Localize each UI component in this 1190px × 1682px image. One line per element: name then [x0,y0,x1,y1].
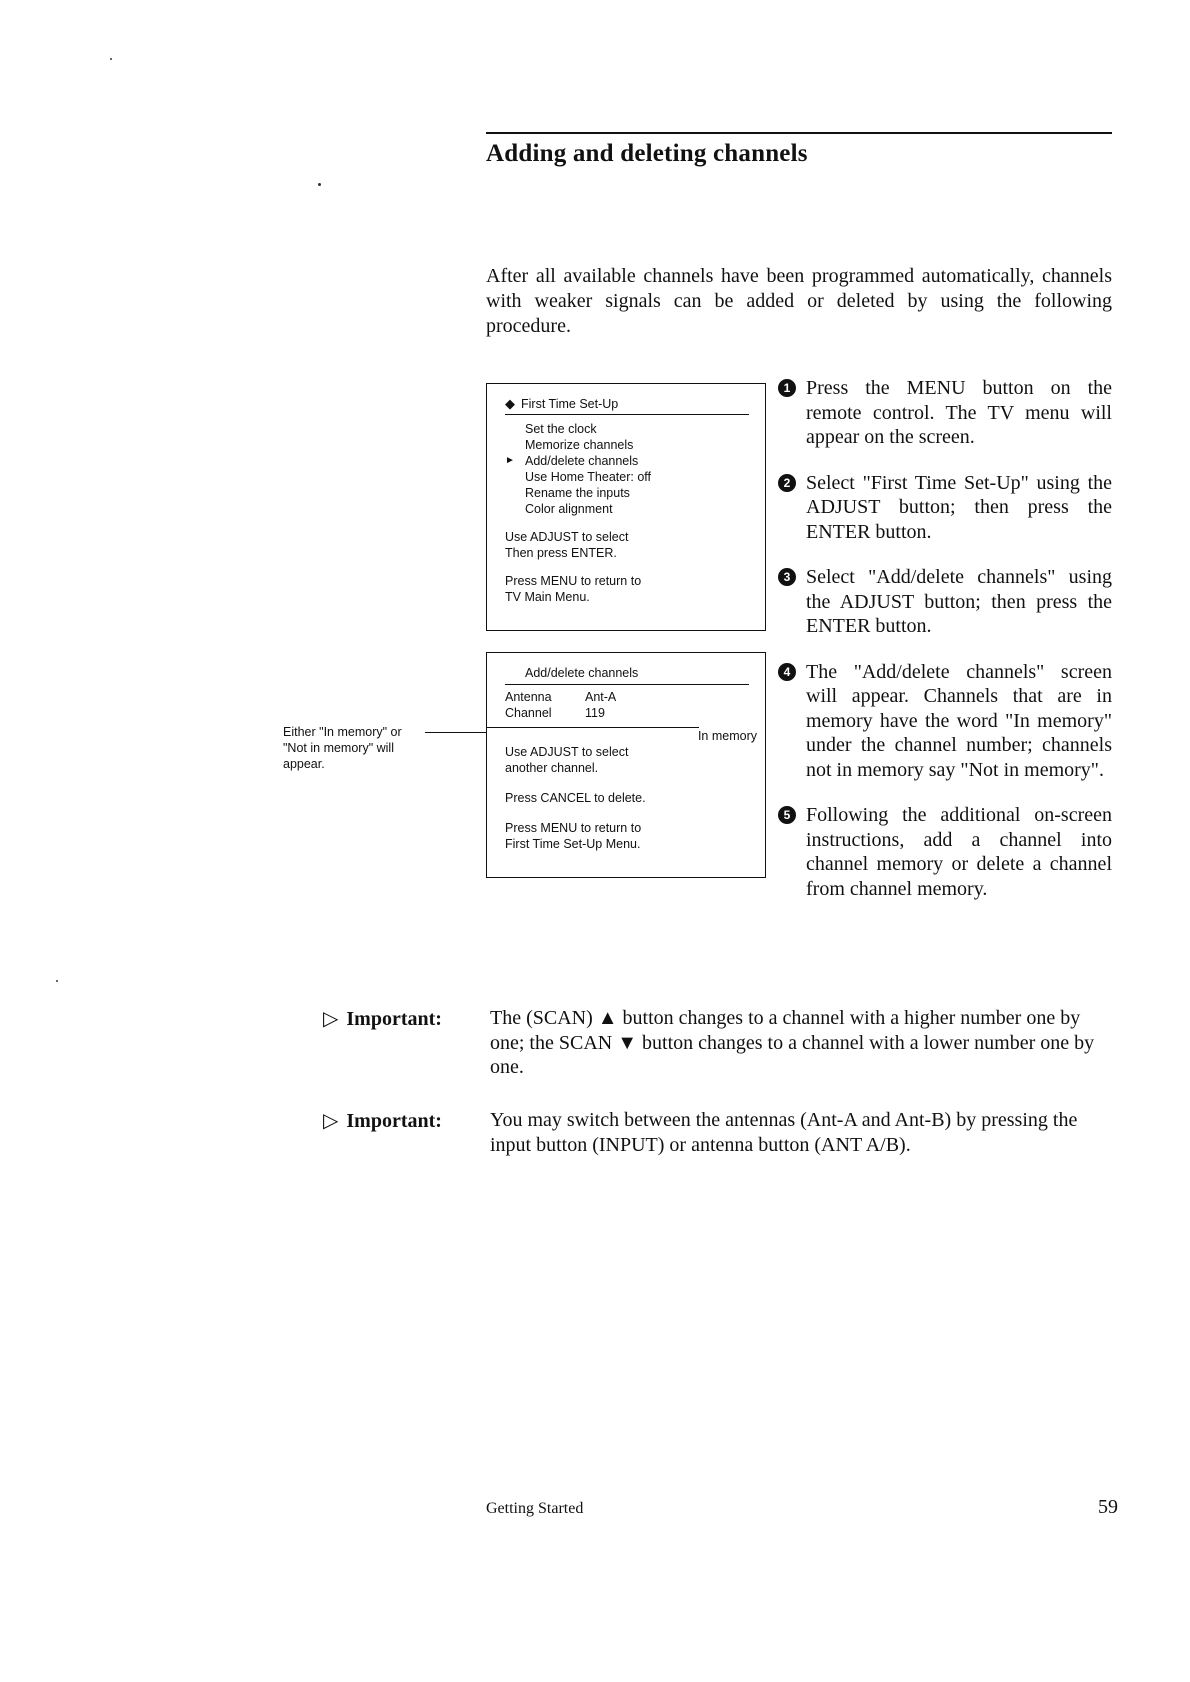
triangle-right-icon: ▷ [323,1008,339,1030]
step-text: Following the additional on-screen instructions, add a channel into channel memory or delete a channel from channel memory. [806,804,1112,900]
channel-value: 119 [585,706,605,720]
step-item [778,803,1112,901]
menu-item-color-alignment: Color alignment [525,502,613,516]
step-number: 3 [778,568,796,586]
channel-label: Channel [505,706,552,720]
first-time-setup-screen [486,383,766,631]
scan-speck [110,58,112,60]
menu-header-label: First Time Set-Up [521,397,619,411]
scan-speck [56,980,58,982]
instruction-line: Use ADJUST to select [505,530,629,544]
menu-item-add-delete-channels [505,453,749,469]
add-instruction-return [505,820,749,852]
callout-line: Either "In memory" or [283,725,402,739]
instruction-line: Press MENU to return to [505,574,642,588]
instruction-line: Then press ENTER. [505,546,617,560]
antenna-row [505,689,749,705]
instruction-line: another channel. [505,761,599,775]
triangle-right-icon: ▷ [323,1110,339,1132]
step-text: Select "First Time Set-Up" using the ADJUST button; then press the ENTER button. [806,471,1112,543]
callout-line: appear. [283,757,325,771]
page-number: 59 [1098,1496,1118,1518]
step-item [778,471,1112,545]
callout-leader-line [425,732,487,733]
add-screen-header: Add/delete channels [505,665,749,685]
step-number: 1 [778,379,796,397]
step-text: Press the MENU button on the remote control. The TV menu will appear on the screen. [806,377,1112,448]
menu-header [505,396,749,415]
step-number: 4 [778,663,796,681]
important-label-text: Important: [346,1008,442,1030]
title-rule [486,132,1112,134]
menu-item-memorize-channels: Memorize channels [525,438,634,452]
add-instruction-cancel: Press CANCEL to delete. [505,791,646,805]
callout-line: "Not in memory" will [283,741,394,755]
menu-item-home-theater: Use Home Theater: off [525,470,651,484]
menu-item-list [505,421,749,517]
step-item [778,660,1112,783]
instruction-line: First Time Set-Up Menu. [505,837,641,851]
add-delete-channels-screen [486,652,766,878]
menu-item-rename-inputs: Rename the inputs [525,486,630,500]
important-label-text: Important: [346,1110,442,1132]
important-text: The (SCAN) ▲ button changes to a channel with a higher number one by one; the SCAN ▼ button changes to a channel with a lower number one by one. [490,1007,1095,1078]
scan-speck [318,183,321,186]
menu-item-set-clock: Set the clock [525,422,597,436]
diamond-icon: ◆ [505,396,515,411]
memory-callout [283,724,443,772]
menu-item-label: Add/delete channels [525,454,639,468]
step-text: Select "Add/delete channels" using the ADJUST button; then press the ENTER button. [806,566,1112,637]
instruction-line: Use ADJUST to select [505,745,629,759]
page-title: Adding and deleting channels [486,140,808,167]
step-item [778,376,1112,450]
menu-instruction-return [505,573,749,605]
step-text: The "Add/delete channels" screen will appear. Channels that are in memory have the word "In memory" under the channel number; channels not in memory say "Not in memory". [806,660,1112,781]
antenna-value: Ant-A [585,690,617,704]
add-instruction-select [505,744,749,776]
instruction-line: Press MENU to return to [505,821,642,835]
important-text: You may switch between the antennas (Ant-A and Ant-B) by pressing the input button (INPUT) or antenna button (ANT A/B). [490,1109,1078,1156]
selected-arrow-icon: ► [505,455,515,466]
important-label [323,1108,442,1133]
footer-section: Getting Started [486,1500,584,1517]
step-number: 5 [778,806,796,824]
important-label [323,1006,442,1031]
step-number: 2 [778,474,796,492]
menu-instruction-select [505,529,749,561]
intro-paragraph: After all available channels have been programmed automatically, channels with weaker signals can be added or deleted by using the following procedure. [486,265,1112,337]
step-item [778,565,1112,639]
instruction-line: TV Main Menu. [505,590,590,604]
antenna-label: Antenna [505,690,552,704]
memory-status-row [487,727,757,744]
channel-row [505,705,749,721]
memory-status: In memory [697,729,757,743]
steps-list [778,376,1112,922]
